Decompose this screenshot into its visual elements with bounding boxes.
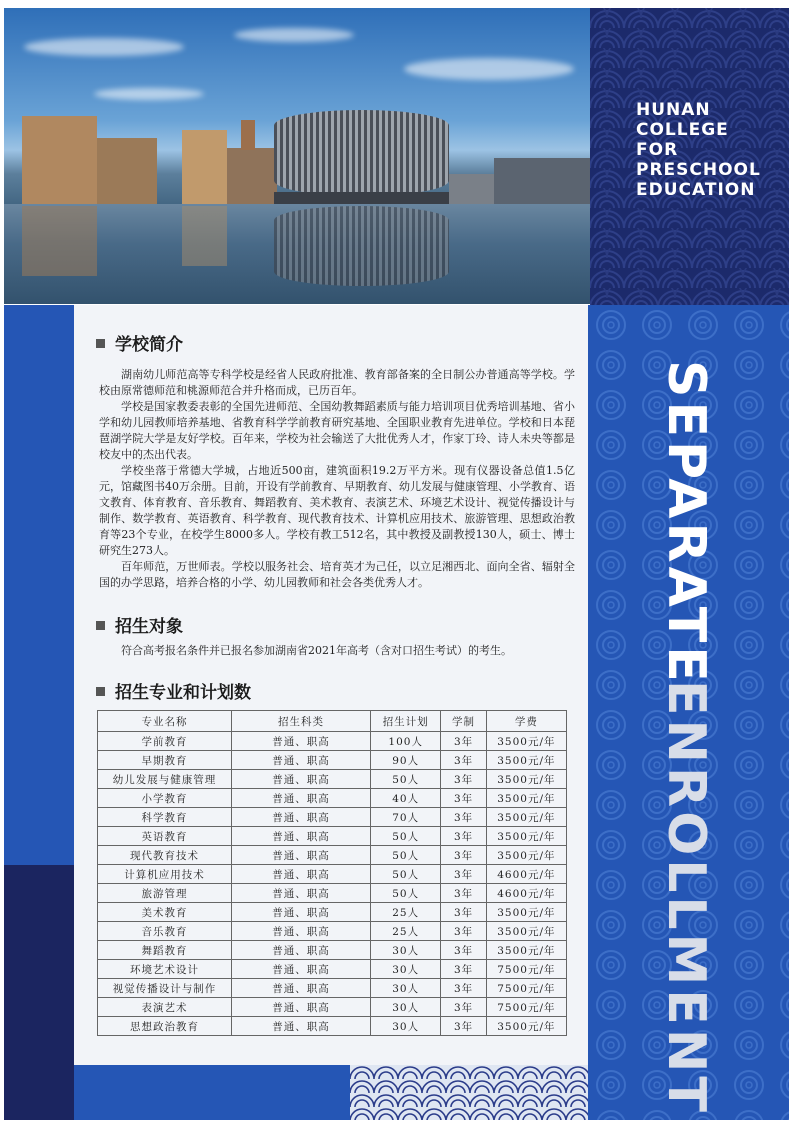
table-cell: 50人 bbox=[371, 865, 441, 884]
square-bullet-icon bbox=[96, 621, 105, 630]
left-blue-band bbox=[4, 305, 74, 865]
table-cell: 3500元/年 bbox=[486, 808, 566, 827]
table-cell: 幼儿发展与健康管理 bbox=[98, 770, 232, 789]
table-cell: 普通、职高 bbox=[231, 941, 370, 960]
target-paragraph: 符合高考报名条件并已报名参加湖南省2021年高考（含对口招生考试）的考生。 bbox=[121, 644, 512, 657]
table-cell: 普通、职高 bbox=[231, 808, 370, 827]
table-row bbox=[98, 998, 567, 1017]
table-cell: 普通、职高 bbox=[231, 770, 370, 789]
table-cell: 3500元/年 bbox=[486, 1017, 566, 1036]
table-cell: 7500元/年 bbox=[486, 998, 566, 1017]
table-cell: 音乐教育 bbox=[98, 922, 232, 941]
table-cell: 普通、职高 bbox=[231, 903, 370, 922]
table-cell: 普通、职高 bbox=[231, 751, 370, 770]
table-cell: 3500元/年 bbox=[486, 846, 566, 865]
table-row bbox=[98, 941, 567, 960]
vertical-word-enrollment: ENROLLMENT bbox=[656, 680, 716, 1116]
table-cell: 50人 bbox=[371, 770, 441, 789]
table-cell: 普通、职高 bbox=[231, 922, 370, 941]
table-cell: 3年 bbox=[441, 808, 486, 827]
table-cell: 3500元/年 bbox=[486, 903, 566, 922]
table-row bbox=[98, 827, 567, 846]
table-cell: 50人 bbox=[371, 827, 441, 846]
table-row bbox=[98, 865, 567, 884]
column-header: 学费 bbox=[486, 711, 566, 732]
table-cell: 学前教育 bbox=[98, 732, 232, 751]
table-cell: 现代教育技术 bbox=[98, 846, 232, 865]
table-cell: 普通、职高 bbox=[231, 827, 370, 846]
table-cell: 科学教育 bbox=[98, 808, 232, 827]
table-cell: 3年 bbox=[441, 846, 486, 865]
table-row bbox=[98, 884, 567, 903]
english-name-line: PRESCHOOL bbox=[636, 160, 761, 180]
table-row bbox=[98, 979, 567, 998]
table-cell: 3年 bbox=[441, 960, 486, 979]
intro-text bbox=[99, 367, 575, 591]
table-cell: 舞蹈教育 bbox=[98, 941, 232, 960]
table-cell: 表演艺术 bbox=[98, 998, 232, 1017]
table-cell: 普通、职高 bbox=[231, 884, 370, 903]
table-cell: 3年 bbox=[441, 922, 486, 941]
table-cell: 3年 bbox=[441, 732, 486, 751]
column-header: 学制 bbox=[441, 711, 486, 732]
table-cell: 3500元/年 bbox=[486, 827, 566, 846]
college-english-name bbox=[636, 100, 761, 200]
table-cell: 3年 bbox=[441, 827, 486, 846]
table-row bbox=[98, 1017, 567, 1036]
table-cell: 3500元/年 bbox=[486, 789, 566, 808]
table-cell: 3500元/年 bbox=[486, 770, 566, 789]
table-cell: 普通、职高 bbox=[231, 846, 370, 865]
table-cell: 3500元/年 bbox=[486, 732, 566, 751]
table-cell: 30人 bbox=[371, 998, 441, 1017]
table-cell: 30人 bbox=[371, 960, 441, 979]
table-cell: 3年 bbox=[441, 1017, 486, 1036]
table-cell: 30人 bbox=[371, 941, 441, 960]
enrollment-plan-table bbox=[97, 710, 567, 1036]
table-row bbox=[98, 770, 567, 789]
column-header: 招生计划 bbox=[371, 711, 441, 732]
vertical-word-separate: SEPARATE bbox=[656, 360, 716, 686]
target-text bbox=[99, 643, 575, 659]
table-cell: 英语教育 bbox=[98, 827, 232, 846]
table-cell: 3500元/年 bbox=[486, 751, 566, 770]
table-cell: 3年 bbox=[441, 903, 486, 922]
table-cell: 普通、职高 bbox=[231, 960, 370, 979]
table-row bbox=[98, 808, 567, 827]
table-cell: 3年 bbox=[441, 979, 486, 998]
intro-paragraph: 学校坐落于常德大学城，占地近500亩，建筑面积19.2万平方米。现有仪器设备总值1.5亿元，馆藏图书40万余册。目前，开设有学前教育、早期教育、幼儿发展与健康管理、小学教育、语文教育、体育教育、音乐教育、舞蹈教育、美术教育、表演艺术、环境艺术设计、视觉传播设计与制作、数学教育、英语教育、科学教育、现代教育技术、计算机应用技术、旅游管理、思想政治教育等23个专业，在校学生8000多人。学校有教工512名，其中教授及副教授130人，硕士、博士研究生273人。 bbox=[99, 464, 575, 557]
table-row bbox=[98, 732, 567, 751]
intro-paragraph: 学校是国家教委表彰的全国先进师范、全国幼教舞蹈素质与能力培训项目优秀培训基地、省小学和幼儿园教师培养基地、省教育科学学前教育研究基地、全国职业教育先进单位。学校和日本琵琶湖学院大学是友好学校。百年来，学校为社会输送了大批优秀人才，作家丁玲、诗人未央等都是校友中的杰出代表。 bbox=[99, 400, 575, 461]
left-navy-band bbox=[4, 865, 74, 1120]
square-bullet-icon bbox=[96, 339, 105, 348]
table-cell: 50人 bbox=[371, 846, 441, 865]
english-name-line: FOR bbox=[636, 140, 679, 160]
intro-paragraph: 湖南幼儿师范高等专科学校是经省人民政府批准、教育部备案的全日制公办普通高等学校。学校由原常德师范和桃源师范合并升格而成，已历百年。 bbox=[99, 368, 575, 397]
english-name-line: COLLEGE bbox=[636, 120, 729, 140]
table-row bbox=[98, 960, 567, 979]
section-title-target: 招生对象 bbox=[96, 612, 183, 637]
table-cell: 普通、职高 bbox=[231, 979, 370, 998]
table-cell: 普通、职高 bbox=[231, 998, 370, 1017]
table-cell: 40人 bbox=[371, 789, 441, 808]
table-cell: 3年 bbox=[441, 770, 486, 789]
column-header: 招生科类 bbox=[231, 711, 370, 732]
section-title-intro: 学校简介 bbox=[96, 330, 183, 355]
bottom-wave-pattern bbox=[350, 1065, 588, 1120]
section-title-plan: 招生专业和计划数 bbox=[96, 678, 251, 703]
table-cell: 3年 bbox=[441, 865, 486, 884]
campus-photo bbox=[4, 8, 590, 304]
bottom-blue-band bbox=[74, 1065, 350, 1120]
table-cell: 7500元/年 bbox=[486, 979, 566, 998]
table-row bbox=[98, 751, 567, 770]
table-cell: 3年 bbox=[441, 998, 486, 1017]
table-cell: 25人 bbox=[371, 922, 441, 941]
table-cell: 视觉传播设计与制作 bbox=[98, 979, 232, 998]
table-cell: 普通、职高 bbox=[231, 865, 370, 884]
wave-pattern-icon bbox=[350, 1065, 588, 1120]
table-cell: 30人 bbox=[371, 1017, 441, 1036]
table-row bbox=[98, 903, 567, 922]
table-cell: 100人 bbox=[371, 732, 441, 751]
table-cell: 小学教育 bbox=[98, 789, 232, 808]
table-cell: 3年 bbox=[441, 751, 486, 770]
intro-paragraph: 百年师范，万世师表。学校以服务社会、培育英才为己任，以立足湘西北、面向全省、辐射全国的办学思路，培养合格的小学、幼儿园教师和社会各类优秀人才。 bbox=[99, 560, 575, 589]
table-cell: 思想政治教育 bbox=[98, 1017, 232, 1036]
table-cell: 3年 bbox=[441, 884, 486, 903]
table-cell: 3年 bbox=[441, 789, 486, 808]
column-header: 专业名称 bbox=[98, 711, 232, 732]
table-row bbox=[98, 846, 567, 865]
table-cell: 早期教育 bbox=[98, 751, 232, 770]
english-name-line: HUNAN bbox=[636, 100, 711, 120]
table-cell: 3年 bbox=[441, 941, 486, 960]
english-name-line: EDUCATION bbox=[636, 180, 756, 200]
table-cell: 3500元/年 bbox=[486, 922, 566, 941]
table-cell: 30人 bbox=[371, 979, 441, 998]
table-cell: 50人 bbox=[371, 884, 441, 903]
table-cell: 4600元/年 bbox=[486, 865, 566, 884]
table-cell: 普通、职高 bbox=[231, 789, 370, 808]
table-cell: 70人 bbox=[371, 808, 441, 827]
table-cell: 计算机应用技术 bbox=[98, 865, 232, 884]
table-cell: 25人 bbox=[371, 903, 441, 922]
table-cell: 3500元/年 bbox=[486, 941, 566, 960]
table-cell: 普通、职高 bbox=[231, 1017, 370, 1036]
table-cell: 美术教育 bbox=[98, 903, 232, 922]
table-cell: 90人 bbox=[371, 751, 441, 770]
table-cell: 7500元/年 bbox=[486, 960, 566, 979]
table-header-row bbox=[98, 711, 567, 732]
table-cell: 4600元/年 bbox=[486, 884, 566, 903]
table-cell: 普通、职高 bbox=[231, 732, 370, 751]
table-cell: 环境艺术设计 bbox=[98, 960, 232, 979]
table-row bbox=[98, 922, 567, 941]
table-cell: 旅游管理 bbox=[98, 884, 232, 903]
square-bullet-icon bbox=[96, 687, 105, 696]
table-row bbox=[98, 789, 567, 808]
